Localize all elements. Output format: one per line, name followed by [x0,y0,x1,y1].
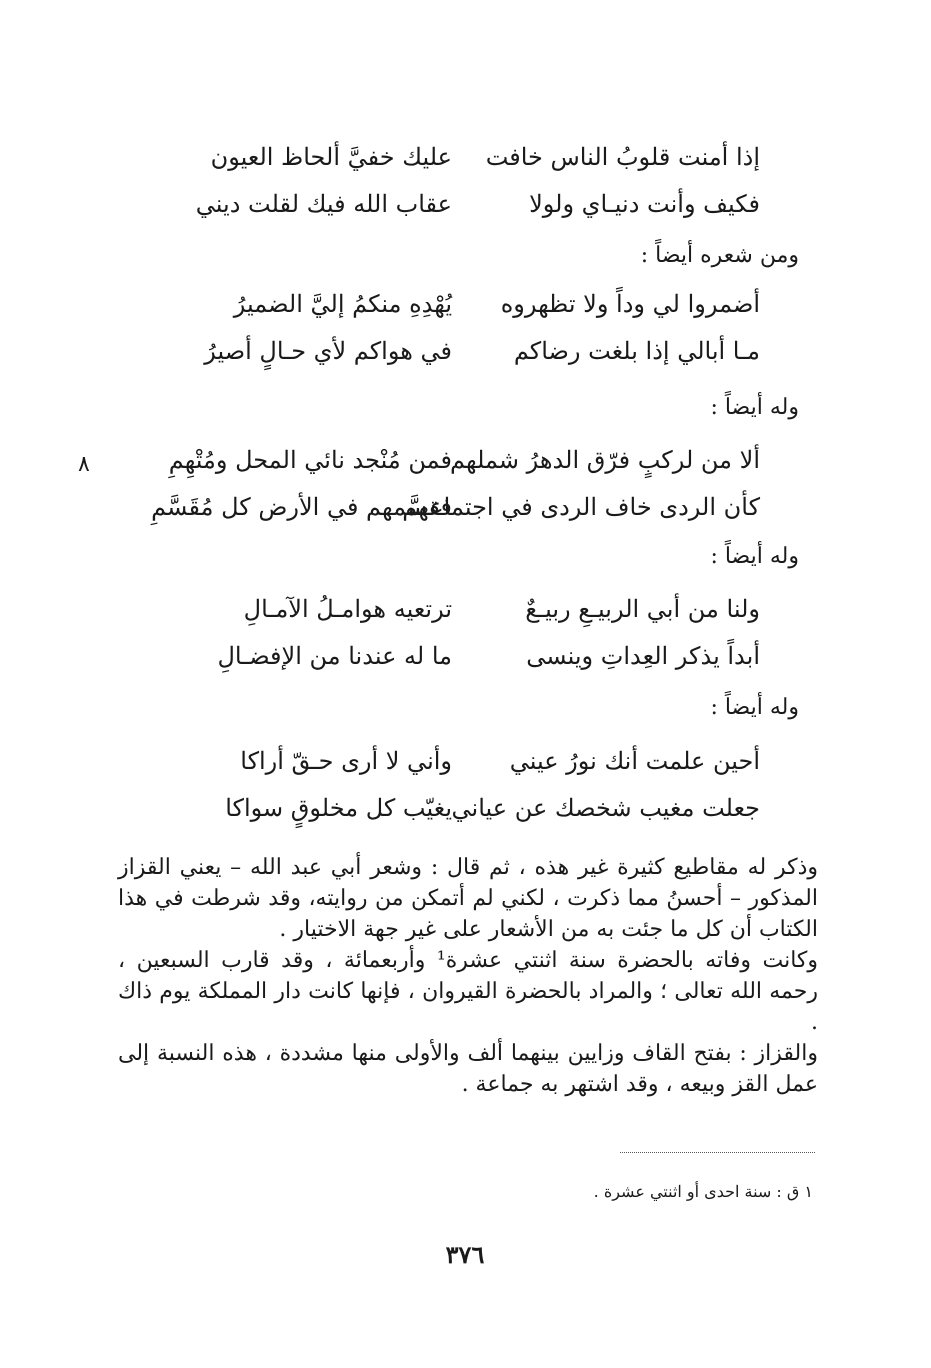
page-number: ٣٧٦ [445,1240,485,1269]
verse-line [150,437,800,484]
poem-1 [150,134,800,228]
verse-second-hemistich: في هواكم لأي حـالٍ أصيرُ [204,337,452,365]
verse-first-hemistich: إذا أمنت قلوبُ الناس خافت [485,143,760,171]
verse-first-hemistich: ألا من لركبٍ فرّق الدهرُ شملهم [450,446,760,474]
verse-line [150,328,800,375]
verse-line [150,484,800,531]
poem-intro: وله أيضاً : [710,544,799,569]
footnote-divider [620,1152,815,1153]
prose-paragraph: وكانت وفاته بالحضرة سنة اثنتي عشرة¹ وأربعمائة ، وقد قارب السبعين ، رحمه الله تعالى ؛ والمراد بالحضرة القيروان ، فإنها كانت دار المملكة يوم ذاك . [118,948,818,1035]
poem-2 [150,281,800,375]
verse-first-hemistich: أحين علمت أنك نورُ عيني [509,747,760,775]
verse-first-hemistich: أبداً يذكر العِداتِ وينسى [526,642,760,670]
verse-line [150,785,800,832]
verse-line [150,181,800,228]
verse-first-hemistich: جعلت مغيب شخصك عن عياني [451,794,760,822]
verse-first-hemistich: أضمروا لي وداً ولا تظهروه [500,290,760,318]
prose-body [118,852,818,1100]
margin-mark: ٨ [78,452,90,477]
verse-second-hemistich: يغيّب كل مخلوقٍ سواكا [225,794,452,822]
prose-paragraph: والقزاز : بفتح القاف وزايين بينهما ألف والأولى منها مشددة ، هذه النسبة إلى عمل القز وبيعه ، وقد اشتهر به جماعة . [118,1041,818,1097]
verse-second-hemistich: وأني لا أرى حـقّ أراكا [240,747,452,775]
poem-3 [150,437,800,531]
footnote: ١ ق : سنة احدى أو اثنتي عشرة . [593,1182,813,1201]
poem-intro: ومن شعره أيضاً : [640,243,799,268]
verse-line [150,738,800,785]
verse-second-hemistich: عليك خفيَّ ألحاظ العيون [210,143,452,171]
verse-line [150,586,800,633]
verse-second-hemistich: فقسَّمهم في الأرض كل مُقَسَّمِ [151,493,452,521]
verse-second-hemistich: ما له عندنا من الإفضـالِ [217,642,452,670]
poem-intro: وله أيضاً : [710,695,799,720]
verse-first-hemistich: فكيف وأنت دنيـاي ولولا [529,190,760,218]
verse-second-hemistich: فمن مُنْجد نائي المحل ومُتْهِمِ [168,446,452,474]
verse-second-hemistich: ترتعيه هوامـلُ الآمـالِ [243,595,452,623]
verse-line [150,134,800,181]
poem-4 [150,586,800,680]
verse-first-hemistich: كأن الردى خاف الردى في اجتماعهم [402,493,760,521]
verse-line [150,633,800,680]
verse-first-hemistich: ولنا من أبي الربيـعِ ربيـعٌ [525,595,760,623]
verse-second-hemistich: يُهْدِهِ منكمُ إليَّ الضميرُ [233,290,452,318]
prose-paragraph: وذكر له مقاطيع كثيرة غير هذه ، ثم قال : وشعر أبي عبد الله – يعني القزاز المذكور – أحسنُ مما ذكرت ، لكني لم أتمكن من روايته، وقد شرطت في هذا الكتاب أن كل ما جئت به من الأشعار على غير جهة الاختيار . [118,855,818,942]
verse-first-hemistich: مـا أبالي إذا بلغت رضاكم [513,337,760,365]
verse-second-hemistich: عقاب الله فيك لقلت ديني [195,190,452,218]
verse-line [150,281,800,328]
poem-5 [150,738,800,832]
poem-intro: وله أيضاً : [710,395,799,420]
